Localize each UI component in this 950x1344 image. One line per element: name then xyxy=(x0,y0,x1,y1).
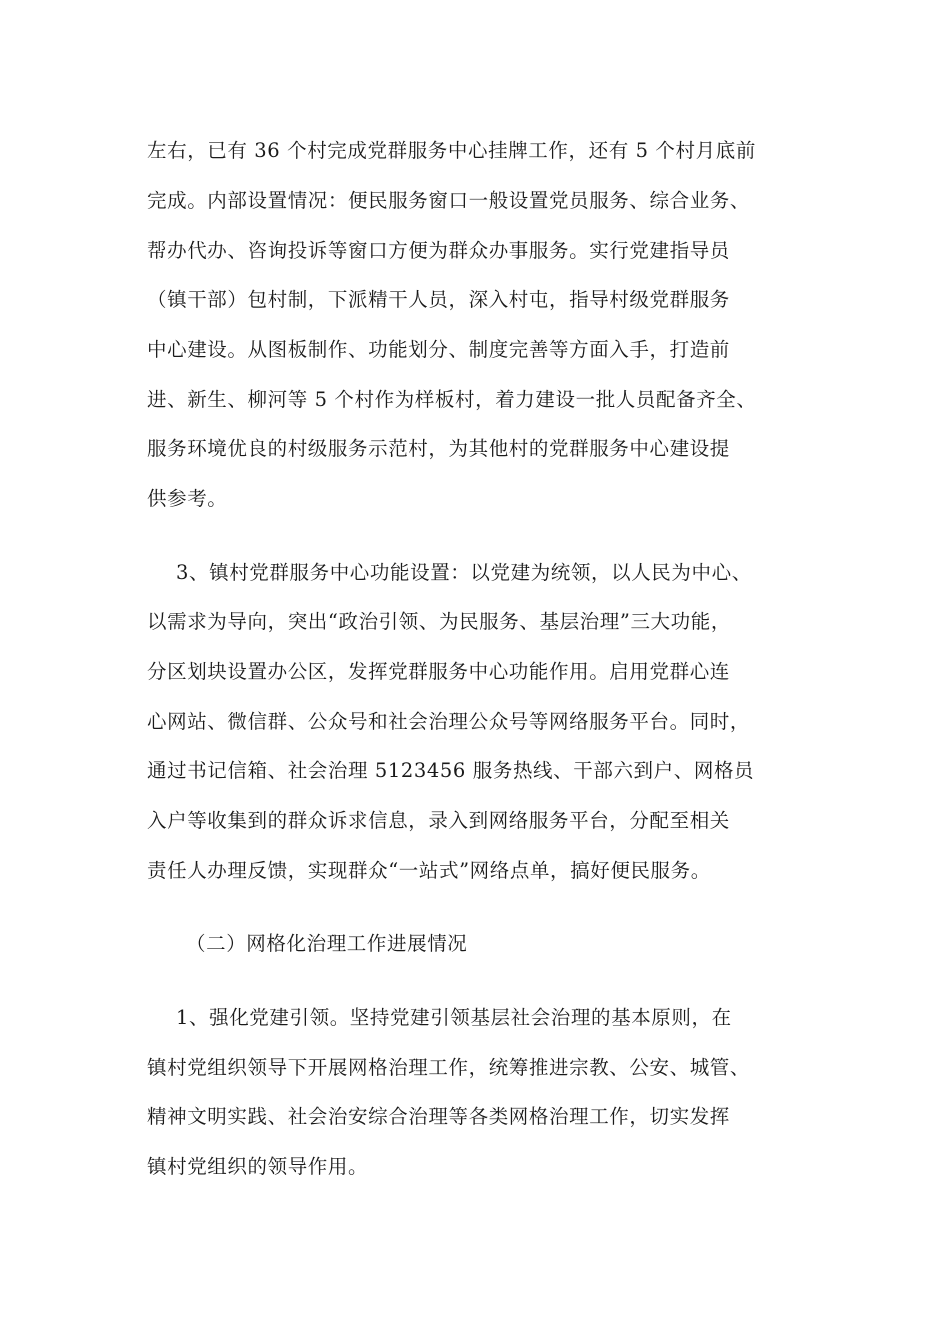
paragraph-3-line-3: 精神文明实践、社会治安综合治理等各类网格治理工作，切实发挥 xyxy=(147,1105,730,1128)
paragraph-2-line-1: 3、镇村党群服务中心功能设置：以党建为统领，以人民为中心、 xyxy=(176,561,752,584)
paragraph-1-line-2: 完成。内部设置情况：便民服务窗口一般设置党员服务、综合业务、 xyxy=(147,189,751,212)
section-heading: （二）网格化治理工作进展情况 xyxy=(186,932,468,955)
paragraph-1-line-6: 进、新生、柳河等 5 个村作为样板村，着力建设一批人员配备齐全、 xyxy=(147,388,757,411)
paragraph-2-line-7: 责任人办理反馈，实现群众“一站式”网络点单，搞好便民服务。 xyxy=(147,859,711,882)
paragraph-1-line-4: （镇干部）包村制，下派精干人员，深入村屯，指导村级党群服务 xyxy=(147,288,730,311)
paragraph-1-line-5: 中心建设。从图板制作、功能划分、制度完善等方面入手，打造前 xyxy=(147,338,730,361)
paragraph-3-line-2: 镇村党组织领导下开展网格治理工作，统筹推进宗教、公安、城管、 xyxy=(147,1056,751,1079)
paragraph-2-line-5: 通过书记信箱、社会治理 5123456 服务热线、干部六到户、网格员 xyxy=(147,759,755,782)
paragraph-1-line-8: 供参考。 xyxy=(147,487,228,510)
paragraph-2-line-6: 入户等收集到的群众诉求信息，录入到网络服务平台，分配至相关 xyxy=(147,809,730,832)
paragraph-3-line-1: 1、强化党建引领。坚持党建引领基层社会治理的基本原则，在 xyxy=(176,1006,732,1029)
paragraph-1-line-3: 帮办代办、咨询投诉等窗口方便为群众办事服务。实行党建指导员 xyxy=(147,239,730,262)
paragraph-2-line-3: 分区划块设置办公区，发挥党群服务中心功能作用。启用党群心连 xyxy=(147,660,730,683)
paragraph-2-line-4: 心网站、微信群、公众号和社会治理公众号等网络服务平台。同时， xyxy=(147,710,751,733)
paragraph-2-line-2: 以需求为导向，突出“政治引领、为民服务、基层治理”三大功能， xyxy=(147,610,731,633)
paragraph-1-line-1: 左右，已有 36 个村完成党群服务中心挂牌工作，还有 5 个村月底前 xyxy=(147,139,756,162)
paragraph-3-line-4: 镇村党组织的领导作用。 xyxy=(147,1155,369,1178)
paragraph-1-line-7: 服务环境优良的村级服务示范村，为其他村的党群服务中心建设提 xyxy=(147,437,730,460)
